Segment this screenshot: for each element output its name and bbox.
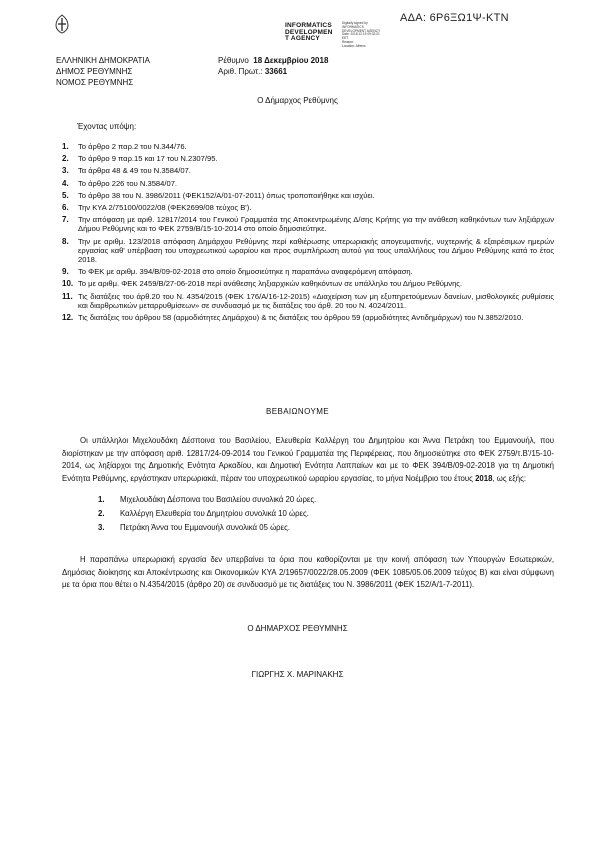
signer-line: DEVELOPMEN [285, 28, 333, 36]
signature-detail-line: Location: Athens [342, 43, 366, 48]
issuer-line: ΔΗΜΟΣ ΡΕΘΥΜΝΗΣ [56, 67, 133, 76]
date-label: Ρέθυμνο [218, 56, 249, 65]
item-text: Τις διατάξεις του άρθρου 58 (αρμοδιότητες Δημάρχου) & τις διατάξεις του άρθρου 59 (αρμοδιότητες Αντιδημάρχων) του Ν.3852/2010. [78, 313, 524, 323]
signer-line: T AGENCY [285, 35, 320, 42]
signature-name: ΓΙΩΡΓΗΣ Χ. ΜΑΡΙΝΑΚΗΣ [251, 670, 344, 679]
item-number: 11. [62, 291, 73, 301]
year-value: 2018 [475, 473, 493, 483]
list-item [62, 237, 554, 265]
item-text: Το άρθρο 226 του Ν.3584/07. [78, 178, 178, 188]
signature-detail-line: Date: 2018.12.19 09:32:01 [342, 32, 380, 37]
item-number: 3. [62, 166, 69, 176]
item-number: 2. [62, 154, 69, 164]
employees-list [98, 493, 316, 535]
list-item [62, 142, 554, 151]
item-text: Το άρθρο 9 παρ.15 και 17 του Ν.2307/95. [78, 154, 218, 164]
item-text: Το άρθρο 38 του Ν. 3986/2011 (ΦΕΚ152/Α/01-07-2011) όπως τροποποιήθηκε και ισχύει. [78, 190, 375, 200]
item-number: 12. [62, 313, 74, 323]
list-item [62, 191, 554, 200]
item-text: Το με αριθμ. ΦΕΚ 2459/Β/27-06-2018 περί ανάθεσης ληξιαρχικών καθηκόντων σε υπάλληλο του Δήμου Ρεθύμνης. [78, 279, 463, 289]
list-item [98, 521, 316, 535]
certify-heading: ΒΕΒΑΙΩΝΟΥΜΕ [265, 407, 330, 416]
item-text: Την με αριθμ. 123/2018 απόφαση Δημάρχου Ρεθύμνης περί καθιέρωσης υπερωριακής απογευματινής, νυχτερινής & εξαιρέσιμων ημερών εργασίας καθ' υπέρβαση του υποχρεωτικού ωραρίου και προς συμπλήρωση αυτού για τους υπαλλήλους του Δήμου Ρεθύμνης κατά το έτος 2018. [78, 236, 554, 265]
list-item [62, 179, 554, 188]
protocol-label: Αριθ. Πρωτ.: [218, 67, 263, 76]
signer-identifier [285, 23, 333, 43]
item-number: 5. [62, 190, 69, 200]
item-number: 6. [62, 203, 69, 213]
signature-detail-line: DEVELOPMENT AGENCY [342, 28, 381, 33]
item-text: Μιχελουδάκη Δέσποινα του Βασιλείου συνολικά 20 ώρες. [120, 495, 317, 504]
list-item [62, 203, 554, 212]
digital-signature-details [342, 22, 402, 49]
ada-code: ΑΔΑ: 6Ρ6ΞΩ1Ψ-ΚΤΝ [400, 12, 509, 24]
list-item [62, 292, 554, 310]
item-text: Την ΚΥΑ 2/75100/0022/08 (ΦΕΚ2699/08 τεύχος Β'). [78, 203, 252, 213]
limits-paragraph: Η παραπάνω υπερωριακή εργασία δεν υπερβαίνει τα όρια που καθορίζονται με την κοινή απόφαση των Υπουργών Εσωτερικών, Δημόσιας διοίκησης και Αποκέντρωσης και Οικονομικών ΚΥΑ 2/19657/0022/28.05.2009 (ΦΕΚ 1085/05.06.2009 τεύχος Β) και είναι σύμφωνη με τα όρια που θέτει ο Ν.4354/2015 (άρθρο 20) σε συνδυασμό με τις διατάξεις του Ν. 3986/2011 (ΦΕΚ 152/Α/1-7-2011). [62, 555, 554, 589]
item-number: 3. [98, 523, 105, 532]
item-number: 8. [62, 236, 69, 246]
list-item [62, 279, 554, 288]
issuer-line: ΝΟΜΟΣ ΡΕΘΥΜΝΗΣ [56, 78, 134, 87]
paragraph-text-end: , ως εξής: [492, 473, 527, 483]
item-number: 9. [62, 267, 69, 277]
list-item [62, 313, 554, 322]
signature-detail-line: EET [342, 36, 349, 41]
item-number: 1. [62, 142, 69, 151]
item-number: 2. [98, 509, 105, 518]
date-value: 18 Δεκεμβρίου 2018 [253, 56, 329, 65]
signature-detail-line: Reason: [342, 39, 354, 44]
signature-detail-line: INFORMATICS [342, 24, 364, 29]
list-item [62, 215, 554, 233]
issuer-block [56, 55, 150, 88]
considerations-list [62, 142, 554, 325]
list-item [98, 507, 316, 521]
protocol-number: 33661 [264, 67, 288, 76]
item-text: Τα άρθρα 48 & 49 του Ν.3584/07. [78, 166, 191, 176]
list-item [62, 267, 554, 276]
mayor-heading: Ο Δήμαρχος Ρεθύμνης [257, 96, 338, 105]
date-protocol-block [218, 55, 328, 77]
list-item [62, 154, 554, 163]
item-text: Τις διατάξεις του άρθ.20 του Ν. 4354/2015 (ΦΕΚ 176/Α/16-12-2015) «Διαχείριση των μη εξυπηρετούμενων δανείων, μισθολογικές ρυθμίσεις και διαρθρωτικών μεταρρυθμίσεων» σε συνδυασμό με τις διατάξεις του άρθ. 20 του Ν. 4024/2011. [78, 291, 554, 310]
item-number: 1. [98, 495, 105, 504]
paragraph-text: Οι υπάλληλοι Μιχελουδάκη Δέσποινα του Βασιλείου, Ελευθερία Καλλέργη του Δημητρίου και Άννα Πετράκη του Εμμανουήλ, που διορίστηκαν με την απόφαση αριθ. 12817/24-09-2014 του Γενικού Γραμματέα της Περιφέρειας, που δημοσιεύτηκε στο ΦΕΚ 2759/τ.Β'/15-10-2014, ως ληξίαρχοι της Δημοτικής Ενότητα Αρκαδίου, και Δημοτική Ενότητα Λαππαίων και με το ΦΕΚ 394/Β/09-02-2018 για τη Δημοτική Ενότητα Ρεθύμνης, εργάστηκαν υπερωριακά, πέραν του υποχρεωτικού ωραρίου εργασίας, το μήνα Νοέμβριο του έτους [62, 436, 554, 483]
signature-title: Ο ΔΗΜΑΡΧΟΣ ΡΕΘΥΜΝΗΣ [247, 624, 348, 633]
item-number: 7. [62, 215, 69, 225]
greek-emblem-icon [54, 14, 70, 34]
item-number: 4. [62, 178, 69, 188]
item-text: Καλλέργη Ελευθερία του Δημητρίου συνολικά 10 ώρες. [120, 509, 309, 518]
item-text: Πετράκη Άννα του Εμμανουήλ συνολικά 05 ώρες. [120, 523, 290, 532]
intro-text: Έχοντας υπόψη: [77, 122, 137, 131]
certification-paragraph [62, 435, 554, 485]
list-item [62, 166, 554, 175]
list-item [98, 493, 316, 507]
item-text: Την απόφαση με αριθ. 12817/2014 του Γενικού Γραμματέα της Αποκεντρωμένης Δ/σης Κρήτης για την ανάθεση καθηκόντων των ληξιάρχων Δήμου Ρεθύμνης και το ΦΕΚ 2759/Β/15-10-2014 στο οποίο δημοσιεύτηκε. [78, 215, 554, 234]
issuer-line: ΕΛΛΗΝΙΚΗ ΔΗΜΟΚΡΑΤΙΑ [56, 56, 150, 65]
item-number: 10. [62, 279, 74, 289]
signature-detail-line: Digitally signed by [342, 21, 368, 25]
signer-line: INFORMATICS [285, 22, 332, 29]
item-text: Το άρθρο 2 παρ.2 του Ν.344/76. [78, 142, 187, 151]
item-text: Το ΦΕΚ με αριθμ. 394/Β/09-02-2018 στο οποίο δημοσιεύτηκε η παραπάνω αναφερόμενη απόφαση. [78, 267, 413, 277]
